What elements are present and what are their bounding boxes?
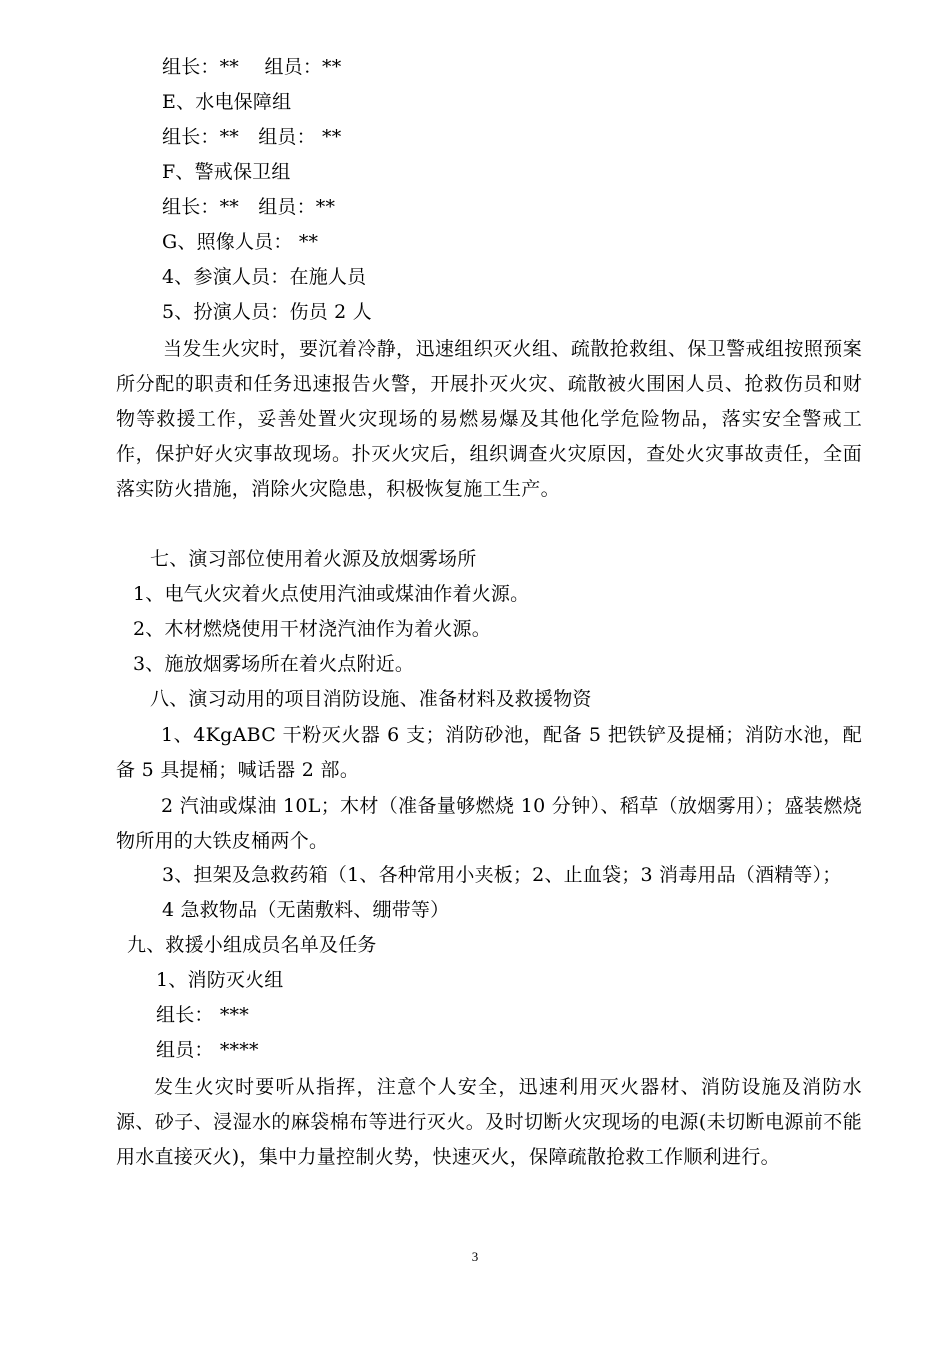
text-line: F、警戒保卫组: [162, 161, 291, 183]
list-item: 3、施放烟雾场所在着火点附近。: [133, 653, 415, 675]
text-line: 组长： ***: [156, 1004, 249, 1026]
text-line: 组长：** 组员：**: [162, 196, 336, 218]
list-item: 1、电气火灾着火点使用汽油或煤油作着火源。: [133, 583, 530, 605]
text-line: 4、参演人员：在施人员: [162, 266, 367, 288]
section-heading: 七、演习部位使用着火源及放烟雾场所: [150, 548, 477, 570]
paragraph-fire-task: 发生火灾时要听从指挥，注意个人安全，迅速利用灭火器材、消防设施及消防水源、砂子、浸湿水的麻袋棉布等进行灭火。及时切断火灾现场的电源(未切断电源前不能用水直接灭火)，集中力量控制火势，快速灭火，保障疏散抢救工作顺利进行。: [116, 1076, 862, 1168]
list-item: 3、担架及急救药箱（1、各种常用小夹板；2、止血袋；3 消毒用品（酒精等）；: [162, 864, 842, 886]
page-number: 3: [471, 1249, 479, 1264]
paragraph-items-1: 1、4KgABC 干粉灭火器 6 支；消防砂池，配备 5 把铁铲及提桶；消防水池，配备 5 具提桶；喊话器 2 部。: [116, 724, 862, 781]
section-heading: 八、演习动用的项目消防设施、准备材料及救援物资: [150, 688, 592, 710]
paragraph-fire-response: 当发生火灾时，要沉着冷静，迅速组织灭火组、疏散抢救组、保卫警戒组按照预案所分配的职责和任务迅速报告火警，开展扑灭火灾、疏散被火围困人员、抢救伤员和财物等救援工作，妥善处置火灾现场的易燃易爆及其他化学危险物品，落实安全警戒工作，保护好火灾事故现场。扑灭火灾后，组织调查火灾原因，查处火灾事故责任，全面落实防火措施，消除火灾隐患，积极恢复施工生产。: [116, 338, 862, 500]
list-item: 2、木材燃烧使用干材浇汽油作为着火源。: [133, 618, 491, 640]
section-heading: 九、救援小组成员名单及任务: [127, 934, 377, 956]
text-line: 5、扮演人员：伤员 2 人: [162, 301, 372, 323]
text-line: 组员： ****: [156, 1039, 259, 1061]
list-item: 4 急救物品（无菌敷料、绷带等）: [162, 899, 450, 921]
text-line: G、照像人员： **: [162, 231, 319, 253]
text-line: 组长：** 组员： **: [162, 126, 342, 148]
paragraph-items-2: 2 汽油或煤油 10L；木材（准备量够燃烧 10 分钟）、稻草（放烟雾用）；盛装燃烧物所用的大铁皮桶两个。: [116, 795, 862, 852]
list-item: 1、消防灭火组: [156, 969, 284, 991]
text-line: E、水电保障组: [162, 91, 292, 113]
text-line: 组长：** 组员：**: [162, 56, 342, 78]
